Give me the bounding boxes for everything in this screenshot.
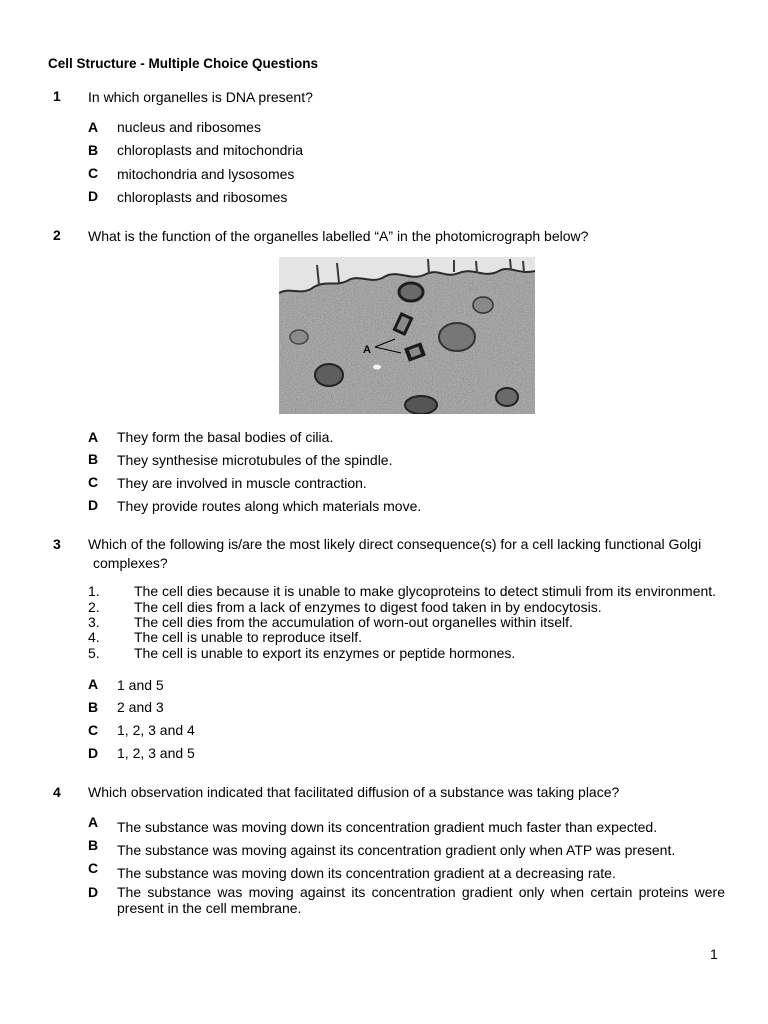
q3-option-a-letter: A <box>88 676 99 692</box>
q3-statement-5-number: 5. <box>88 645 100 661</box>
q1-option-d-text: chloroplasts and ribosomes <box>117 189 288 205</box>
q3-option-d-text: 1, 2, 3 and 5 <box>117 745 195 761</box>
page-title: Cell Structure - Multiple Choice Questions <box>48 56 319 71</box>
q3-statement-4-text: The cell is unable to reproduce itself. <box>134 629 363 645</box>
question-1-number: 1 <box>53 88 61 104</box>
q3-statement-5-text: The cell is unable to export its enzymes or peptide hormones. <box>134 645 516 661</box>
q3-statement-3-text: The cell dies from the accumulation of worn-out organelles within itself. <box>134 614 573 630</box>
q3-statement-2-text: The cell dies from a lack of enzymes to digest food taken in by endocytosis. <box>134 599 602 615</box>
q3-option-c-text: 1, 2, 3 and 4 <box>117 722 195 738</box>
q1-option-d-letter: D <box>88 188 99 204</box>
question-2-number: 2 <box>53 227 61 243</box>
q4-option-a-text: The substance was moving down its concentration gradient much faster than expected. <box>117 819 658 835</box>
q4-option-b-letter: B <box>88 837 99 853</box>
q3-option-d-letter: D <box>88 745 99 761</box>
q1-option-b-text: chloroplasts and mitochondria <box>117 142 303 158</box>
question-1-text: In which organelles is DNA present? <box>88 89 313 105</box>
q4-option-a-letter: A <box>88 814 99 830</box>
q3-statement-2-number: 2. <box>88 599 100 615</box>
photomicrograph-label-a: A <box>363 344 371 356</box>
q2-option-b-text: They synthesise microtubules of the spindle. <box>117 452 393 468</box>
q3-option-b-letter: B <box>88 699 99 715</box>
q2-option-d-text: They provide routes along which materials move. <box>117 498 422 514</box>
question-3-text-line2: complexes? <box>93 555 168 571</box>
photomicrograph <box>279 257 535 414</box>
q4-option-c-text: The substance was moving down its concentration gradient at a decreasing rate. <box>117 865 616 881</box>
q3-statement-4-number: 4. <box>88 629 100 645</box>
q3-option-a-text: 1 and 5 <box>117 677 164 693</box>
q2-option-c-letter: C <box>88 474 99 490</box>
q4-option-d-letter: D <box>88 884 99 900</box>
q2-option-c-text: They are involved in muscle contraction. <box>117 475 367 491</box>
question-4-number: 4 <box>53 784 61 800</box>
q3-statement-3-number: 3. <box>88 614 100 630</box>
q3-statement-1-text: The cell dies because it is unable to make glycoproteins to detect stimuli from its environment. <box>134 583 717 599</box>
question-3-text-line1: Which of the following is/are the most likely direct consequence(s) for a cell lacking functional Golgi <box>88 536 702 552</box>
question-3-number: 3 <box>53 536 61 552</box>
q2-option-b-letter: B <box>88 451 99 467</box>
q1-option-c-text: mitochondria and lysosomes <box>117 166 295 182</box>
page-number: 1 <box>710 946 718 962</box>
q1-option-a-letter: A <box>88 119 99 135</box>
q1-option-a-text: nucleus and ribosomes <box>117 119 261 135</box>
q1-option-c-letter: C <box>88 165 99 181</box>
q4-option-d-text-line2: present in the cell membrane. <box>117 900 302 916</box>
q4-option-b-text: The substance was moving against its concentration gradient only when ATP was present. <box>117 842 676 858</box>
q1-option-b-letter: B <box>88 142 99 158</box>
q3-option-b-text: 2 and 3 <box>117 699 164 715</box>
q4-option-c-letter: C <box>88 860 99 876</box>
q2-option-d-letter: D <box>88 497 99 513</box>
q3-statement-1-number: 1. <box>88 583 100 599</box>
q4-option-d-text-line1: The substance was moving against its concentration gradient only when certain proteins were <box>117 884 725 900</box>
q2-option-a-text: They form the basal bodies of cilia. <box>117 429 334 445</box>
question-2-text: What is the function of the organelles labelled “A” in the photomicrograph below? <box>88 228 589 244</box>
q3-option-c-letter: C <box>88 722 99 738</box>
question-4-text: Which observation indicated that facilitated diffusion of a substance was taking place? <box>88 784 620 800</box>
q2-option-a-letter: A <box>88 429 99 445</box>
